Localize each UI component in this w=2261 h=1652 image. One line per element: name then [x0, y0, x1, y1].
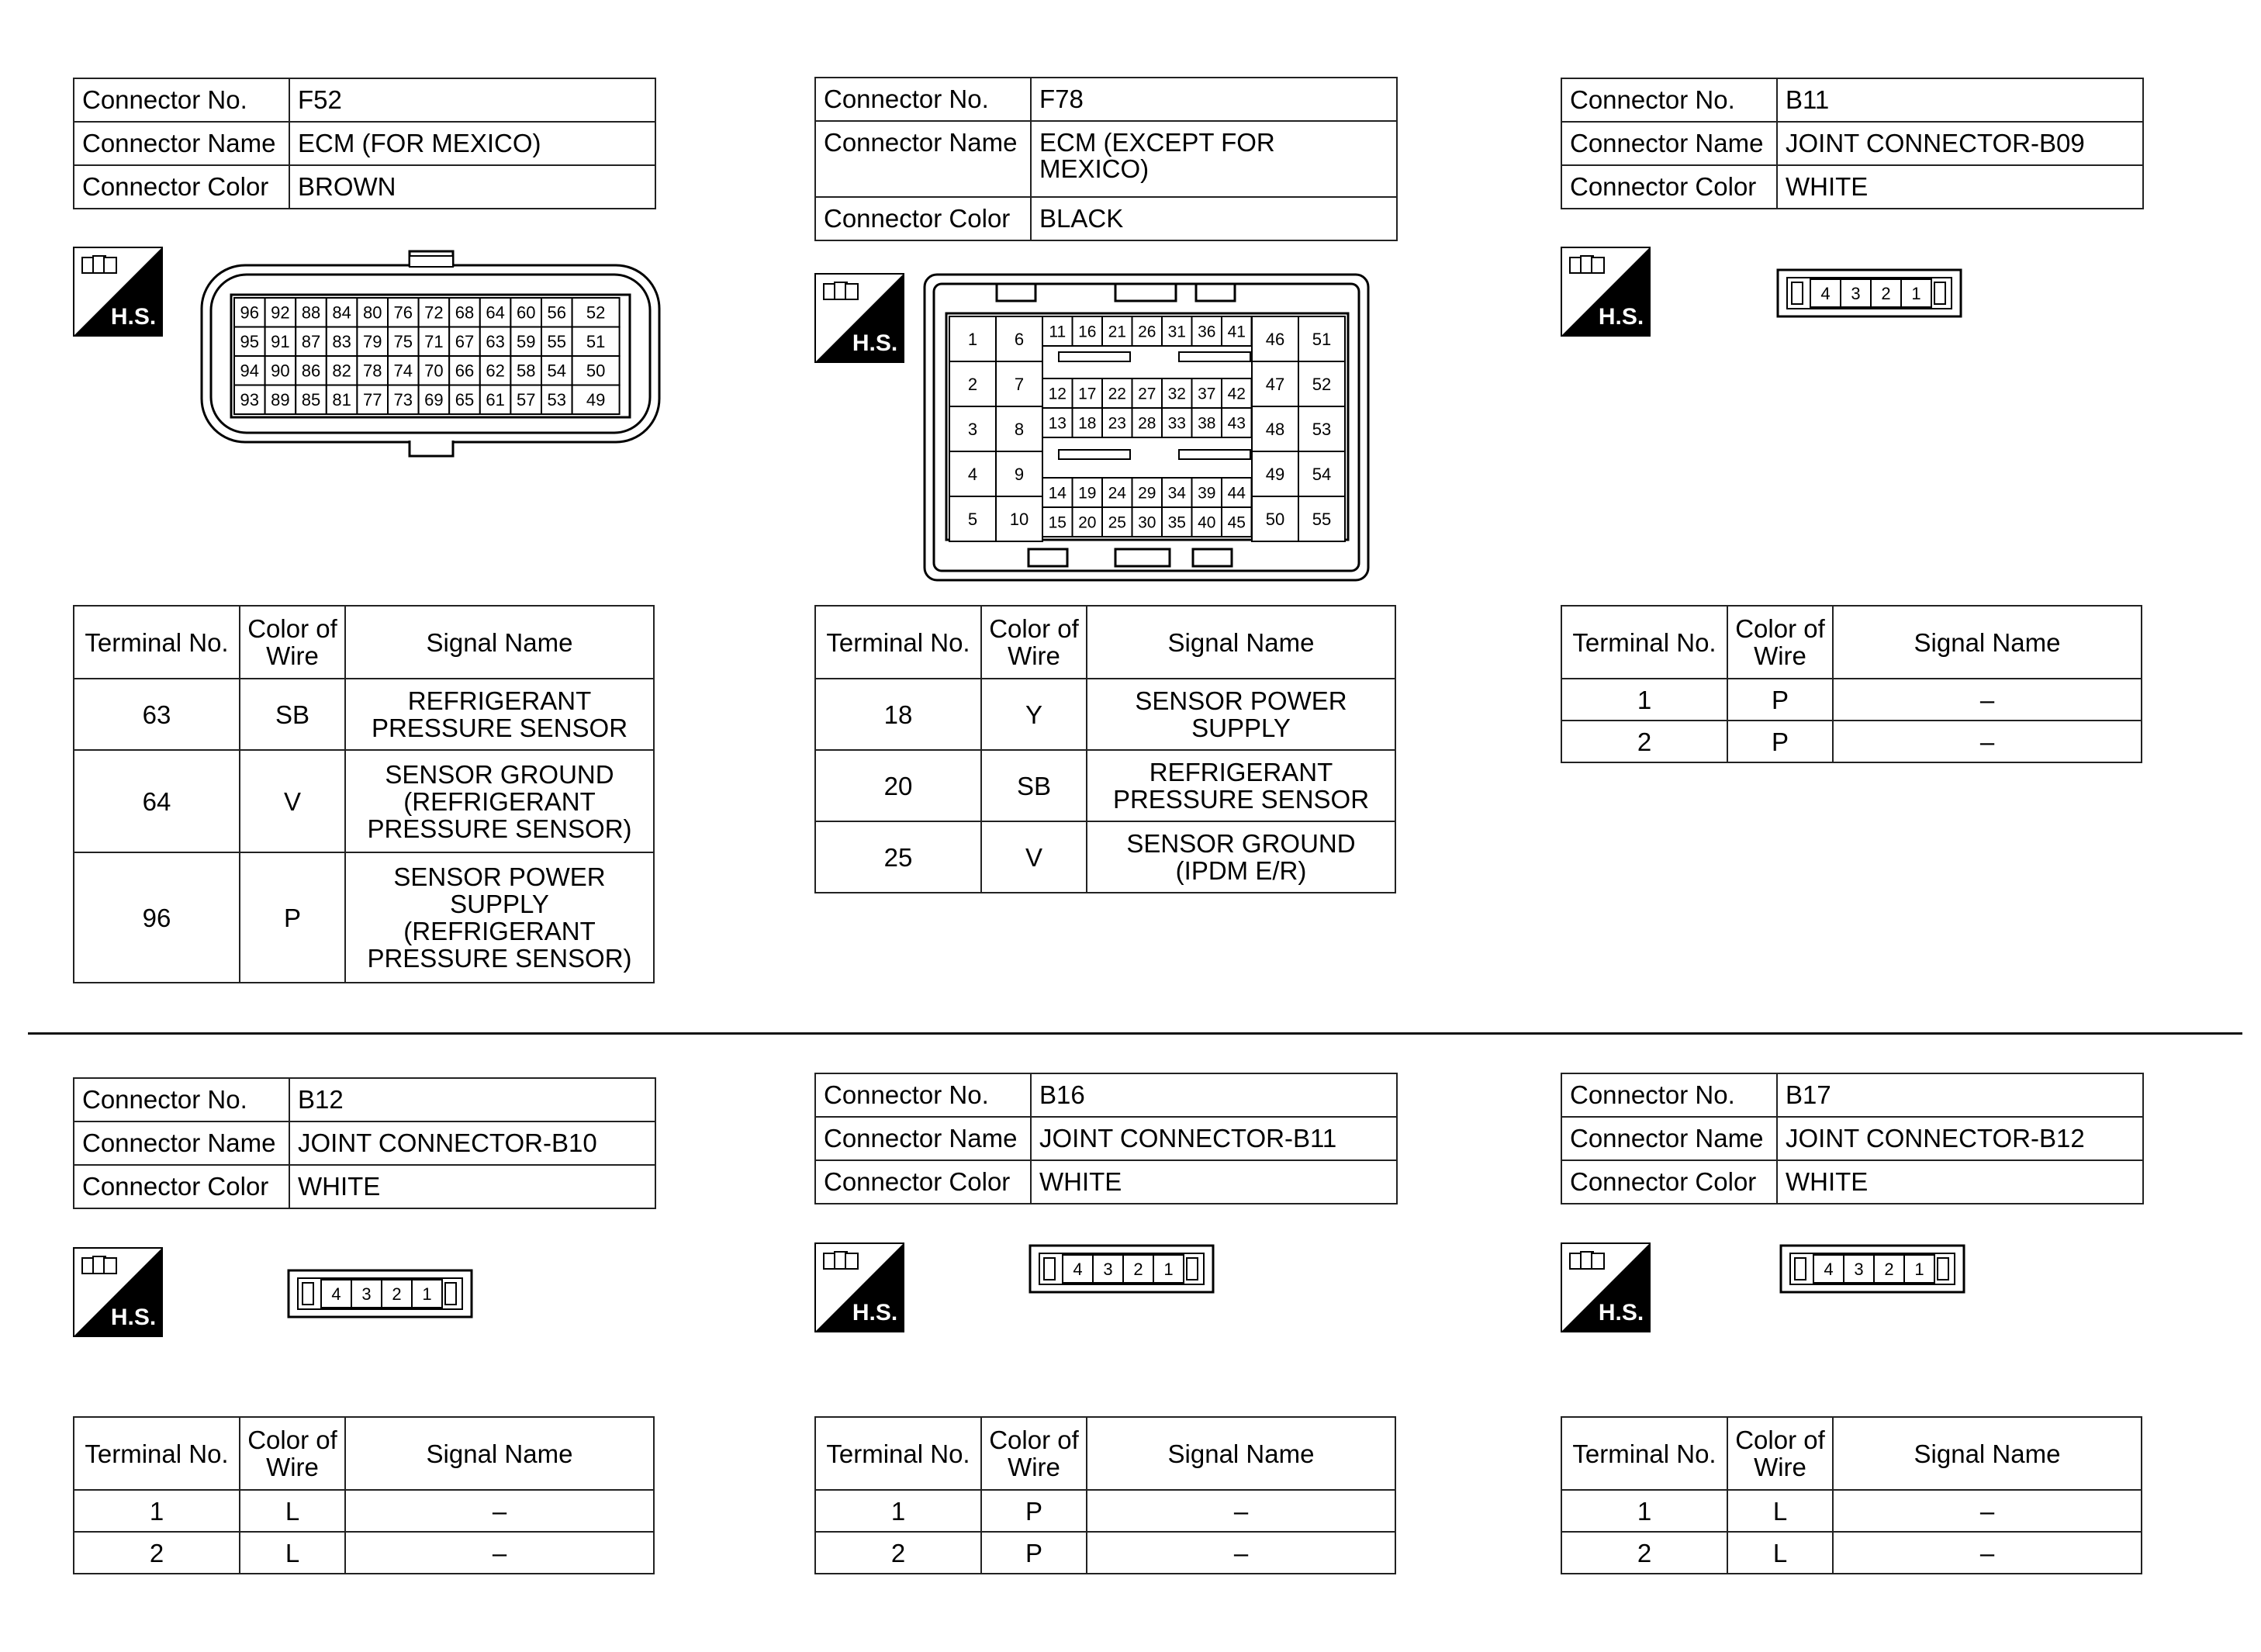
pin-number: 38 — [1198, 414, 1216, 433]
signal-name: – — [1087, 1490, 1395, 1532]
pin-number: 48 — [1265, 419, 1285, 439]
pin-number: 84 — [332, 302, 351, 323]
wire-color: L — [240, 1532, 345, 1574]
pin-number: 42 — [1227, 385, 1246, 403]
pin-number: 54 — [547, 361, 567, 381]
pin-number: 56 — [547, 302, 567, 323]
wire-color: L — [1727, 1490, 1833, 1532]
connector-no-value: B11 — [1777, 78, 2143, 122]
pin-number: 4 — [1824, 1259, 1834, 1279]
table-row — [815, 750, 1395, 821]
connector-no-label: Connector No. — [815, 1073, 1031, 1117]
connector-color-value: WHITE — [1777, 165, 2143, 209]
pin-number: 16 — [1078, 323, 1097, 341]
pin-number: 27 — [1138, 385, 1156, 403]
table-row — [1561, 1490, 2142, 1532]
wire-color: SB — [981, 750, 1087, 821]
pin-number: 61 — [486, 390, 505, 410]
wire-color: L — [240, 1490, 345, 1532]
table-row — [74, 852, 654, 983]
pin-number: 50 — [586, 361, 606, 381]
connector-no-value: F52 — [289, 78, 655, 122]
connector-color-label: Connector Color — [74, 1165, 289, 1208]
pin-number: 70 — [424, 361, 444, 381]
connector-color-value: BLACK — [1031, 197, 1397, 240]
connector-no-value: F78 — [1031, 78, 1397, 121]
connector-info-f78 — [814, 77, 1398, 241]
pin-number: 44 — [1227, 484, 1246, 503]
pin-number: 69 — [424, 390, 444, 410]
table-row — [815, 1532, 1395, 1574]
terminal-no: 1 — [1561, 1490, 1727, 1532]
pin-number: 79 — [362, 332, 382, 352]
pin-number: 82 — [332, 361, 351, 381]
wire-color: P — [1727, 721, 1833, 762]
color-of-wire-header: Color of Wire — [1727, 1417, 1833, 1490]
signal-name: SENSOR POWER SUPPLY — [1087, 679, 1395, 750]
pin-number: 67 — [455, 332, 475, 352]
pin-number: 87 — [301, 332, 321, 352]
pin-number: 88 — [301, 302, 321, 323]
terminal-no: 1 — [1561, 679, 1727, 721]
connector-no-label: Connector No. — [815, 78, 1031, 121]
connector-name-label: Connector Name — [815, 121, 1031, 197]
pin-number: 2 — [967, 374, 978, 394]
connector-color-label: Connector Color — [74, 165, 289, 209]
pin-number: 58 — [516, 361, 536, 381]
color-of-wire-header: Color of Wire — [981, 1417, 1087, 1490]
pin-number: 68 — [455, 302, 475, 323]
connector-color-value: WHITE — [1031, 1160, 1397, 1204]
signal-name: SENSOR GROUND (IPDM E/R) — [1087, 821, 1395, 893]
pin-number: 65 — [455, 390, 475, 410]
connector-color-label: Connector Color — [1561, 165, 1777, 209]
pin-number: 3 — [1103, 1259, 1113, 1279]
color-of-wire-header: Color of Wire — [981, 606, 1087, 679]
pin-number: 19 — [1078, 484, 1097, 503]
signal-name: – — [1833, 1490, 2142, 1532]
terminal-table-f52 — [73, 605, 655, 983]
connector-info-f52 — [73, 78, 656, 209]
pin-number: 52 — [1312, 374, 1332, 394]
latch-slot — [1059, 352, 1130, 361]
pin-number: 29 — [1138, 484, 1156, 503]
pin-number: 1 — [1911, 283, 1921, 303]
hs-label: H.S. — [1598, 1300, 1644, 1325]
pin-number: 2 — [1884, 1259, 1894, 1279]
signal-name-header: Signal Name — [1833, 1417, 2142, 1490]
hs-label: H.S. — [852, 1300, 898, 1325]
signal-name: – — [345, 1490, 654, 1532]
pin-number: 8 — [1014, 419, 1025, 439]
pin-number: 5 — [967, 509, 978, 529]
harness-side-icon — [814, 1242, 904, 1332]
connector-name-value: JOINT CONNECTOR-B12 — [1777, 1117, 2143, 1160]
harness-side-icon — [73, 247, 163, 337]
pin-number: 53 — [547, 390, 567, 410]
table-row — [815, 1490, 1395, 1532]
lock-tab — [445, 1283, 456, 1305]
lock-tab — [1795, 1258, 1806, 1280]
pin-number: 35 — [1167, 513, 1186, 532]
connector-face-b12 — [287, 1269, 473, 1318]
pin-number: 4 — [331, 1284, 341, 1304]
connector-color-label: Connector Color — [815, 197, 1031, 240]
pin-number: 17 — [1078, 385, 1097, 403]
connector-face-f78 — [923, 273, 1370, 582]
pin-number: 76 — [393, 302, 413, 323]
terminal-no-header: Terminal No. — [1561, 606, 1727, 679]
latch-slot — [1179, 450, 1250, 459]
color-of-wire-header: Color of Wire — [240, 606, 345, 679]
connector-face-f52 — [200, 247, 661, 461]
pin-number: 71 — [424, 332, 444, 352]
pin-number: 46 — [1265, 329, 1285, 349]
pin-number: 28 — [1138, 414, 1156, 433]
pin-number: 23 — [1108, 414, 1126, 433]
pin-number: 37 — [1198, 385, 1216, 403]
terminal-no: 1 — [815, 1490, 981, 1532]
pin-number: 60 — [516, 302, 536, 323]
pin-number: 34 — [1167, 484, 1186, 503]
pin-number: 83 — [332, 332, 351, 352]
connector-no-label: Connector No. — [1561, 1073, 1777, 1117]
signal-name-header: Signal Name — [1833, 606, 2142, 679]
pin-number: 1 — [1914, 1259, 1924, 1279]
connector-color-value: WHITE — [1777, 1160, 2143, 1204]
terminal-no: 1 — [74, 1490, 240, 1532]
pin-number: 20 — [1078, 513, 1097, 532]
connector-info-b11 — [1561, 78, 2144, 209]
hs-label: H.S. — [110, 1305, 157, 1330]
connector-name-value: JOINT CONNECTOR-B09 — [1777, 122, 2143, 165]
pin-number: 94 — [240, 361, 260, 381]
connector-color-label: Connector Color — [815, 1160, 1031, 1204]
pin-number: 32 — [1167, 385, 1186, 403]
pin-number: 86 — [301, 361, 321, 381]
latch-slot — [1179, 352, 1250, 361]
terminal-table-f78 — [814, 605, 1396, 893]
pin-number: 26 — [1138, 323, 1156, 341]
terminal-no: 18 — [815, 679, 981, 750]
table-row — [815, 679, 1395, 750]
pin-number: 21 — [1108, 323, 1126, 341]
pin-number: 36 — [1198, 323, 1216, 341]
pin-number: 24 — [1108, 484, 1126, 503]
terminal-no-header: Terminal No. — [74, 606, 240, 679]
pin-grid — [234, 298, 620, 414]
table-row — [1561, 1532, 2142, 1574]
terminal-no-header: Terminal No. — [815, 1417, 981, 1490]
terminal-table-b17 — [1561, 1416, 2142, 1574]
signal-name-header: Signal Name — [1087, 1417, 1395, 1490]
terminal-no-header: Terminal No. — [1561, 1417, 1727, 1490]
connector-name-value: JOINT CONNECTOR-B11 — [1031, 1117, 1397, 1160]
table-row — [815, 821, 1395, 893]
pin-number: 3 — [361, 1284, 372, 1304]
connector-color-value: WHITE — [289, 1165, 655, 1208]
pin-number: 91 — [271, 332, 290, 352]
connector-name-label: Connector Name — [1561, 122, 1777, 165]
pin-number: 96 — [240, 302, 260, 323]
wire-color: V — [240, 750, 345, 852]
pin-number: 6 — [1014, 329, 1025, 349]
wire-color: Y — [981, 679, 1087, 750]
pin-number: 4 — [1820, 283, 1831, 303]
connector-no-value: B12 — [289, 1078, 655, 1121]
terminal-no: 25 — [815, 821, 981, 893]
pin-number: 57 — [516, 390, 536, 410]
connector-face-b11 — [1776, 268, 1962, 318]
section-divider — [28, 1032, 2242, 1035]
terminal-no: 2 — [74, 1532, 240, 1574]
pin-number: 11 — [1049, 323, 1067, 341]
connector-info-b17 — [1561, 1073, 2144, 1204]
hs-label: H.S. — [852, 330, 898, 356]
table-row — [1561, 721, 2142, 762]
connector-name-label: Connector Name — [74, 122, 289, 165]
connector-no-value: B17 — [1777, 1073, 2143, 1117]
color-of-wire-header: Color of Wire — [1727, 606, 1833, 679]
pin-number: 45 — [1227, 513, 1246, 532]
harness-side-icon — [73, 1247, 163, 1337]
wire-color: P — [240, 852, 345, 983]
pin-number: 41 — [1227, 323, 1246, 341]
lock-tab — [303, 1283, 313, 1305]
terminal-table-b11 — [1561, 605, 2142, 763]
pin-number: 50 — [1265, 509, 1285, 529]
pin-number: 4 — [1073, 1259, 1083, 1279]
connector-color-value: BROWN — [289, 165, 655, 209]
pin-number: 2 — [392, 1284, 402, 1304]
connector-name-label: Connector Name — [815, 1117, 1031, 1160]
signal-name: – — [1087, 1532, 1395, 1574]
table-row — [74, 1490, 654, 1532]
terminal-no: 96 — [74, 852, 240, 983]
pin-number: 39 — [1198, 484, 1216, 503]
pin-number: 93 — [240, 390, 260, 410]
terminal-no: 2 — [1561, 721, 1727, 762]
pin-number: 1 — [967, 329, 978, 349]
pin-number: 3 — [1851, 283, 1861, 303]
color-of-wire-header: Color of Wire — [240, 1417, 345, 1490]
pin-number: 7 — [1014, 374, 1025, 394]
signal-name: SENSOR POWER SUPPLY (REFRIGERANT PRESSURE SENSOR) — [345, 852, 654, 983]
pin-number: 64 — [486, 302, 505, 323]
lock-tab — [1187, 1258, 1198, 1280]
terminal-table-b16 — [814, 1416, 1396, 1574]
pin-number: 40 — [1198, 513, 1216, 532]
connector-name-label: Connector Name — [74, 1121, 289, 1165]
lock-tab — [1792, 282, 1803, 304]
pin-number: 10 — [1009, 509, 1029, 529]
pin-number: 51 — [1312, 329, 1332, 349]
pin-number: 49 — [1265, 464, 1285, 484]
pin-number: 62 — [486, 361, 505, 381]
pin-number: 9 — [1014, 464, 1025, 484]
pin-number: 63 — [486, 332, 505, 352]
wire-color: L — [1727, 1532, 1833, 1574]
pin-number: 31 — [1167, 323, 1186, 341]
pin-number: 14 — [1048, 484, 1067, 503]
hs-label: H.S. — [110, 304, 157, 330]
connector-color-label: Connector Color — [1561, 1160, 1777, 1204]
pin-number: 1 — [1163, 1259, 1174, 1279]
terminal-no: 63 — [74, 679, 240, 750]
terminal-no: 2 — [1561, 1532, 1727, 1574]
pin-number: 73 — [393, 390, 413, 410]
hs-label: H.S. — [1598, 304, 1644, 330]
pin-number: 4 — [967, 464, 978, 484]
pin-number: 85 — [301, 390, 321, 410]
lock-tab — [1938, 1258, 1948, 1280]
table-row — [74, 1532, 654, 1574]
pin-number: 22 — [1108, 385, 1126, 403]
wire-color: P — [981, 1490, 1087, 1532]
wire-color: P — [981, 1532, 1087, 1574]
signal-name: – — [1833, 721, 2142, 762]
pin-number: 72 — [424, 302, 444, 323]
wire-color: P — [1727, 679, 1833, 721]
signal-name-header: Signal Name — [345, 606, 654, 679]
table-row — [74, 750, 654, 852]
pin-number: 54 — [1312, 464, 1332, 484]
harness-side-icon — [814, 273, 904, 363]
connector-face-b16 — [1029, 1244, 1215, 1294]
pin-number: 77 — [362, 390, 382, 410]
connector-face-b17 — [1779, 1244, 1965, 1294]
terminal-no: 20 — [815, 750, 981, 821]
pin-number: 33 — [1167, 414, 1186, 433]
connector-name-value: ECM (FOR MEXICO) — [289, 122, 655, 165]
signal-name: SENSOR GROUND (REFRIGERANT PRESSURE SENSOR) — [345, 750, 654, 852]
pin-number: 80 — [362, 302, 382, 323]
pin-number: 3 — [967, 419, 978, 439]
connector-no-value: B16 — [1031, 1073, 1397, 1117]
connector-no-label: Connector No. — [1561, 78, 1777, 122]
pin-number: 53 — [1312, 419, 1332, 439]
pin-number: 25 — [1108, 513, 1126, 532]
pin-number: 66 — [455, 361, 475, 381]
signal-name-header: Signal Name — [1087, 606, 1395, 679]
pin-number: 51 — [586, 332, 606, 352]
terminal-table-b12 — [73, 1416, 655, 1574]
pin-number: 2 — [1133, 1259, 1143, 1279]
pin-number: 47 — [1265, 374, 1285, 394]
pin-number: 2 — [1881, 283, 1891, 303]
pin-number: 52 — [586, 302, 606, 323]
connector-info-b16 — [814, 1073, 1398, 1204]
signal-name: – — [1833, 679, 2142, 721]
connector-info-b12 — [73, 1077, 656, 1209]
lock-tab — [1044, 1258, 1055, 1280]
terminal-no-header: Terminal No. — [74, 1417, 240, 1490]
pin-number: 13 — [1048, 414, 1067, 433]
signal-name: – — [1833, 1532, 2142, 1574]
pin-number: 55 — [547, 332, 567, 352]
lock-tab — [1934, 282, 1945, 304]
connector-name-label: Connector Name — [1561, 1117, 1777, 1160]
latch-slot — [1059, 450, 1130, 459]
pin-number: 74 — [393, 361, 413, 381]
pin-number: 95 — [240, 332, 260, 352]
signal-name: REFRIGERANT PRESSURE SENSOR — [1087, 750, 1395, 821]
pin-number: 78 — [362, 361, 382, 381]
connector-no-label: Connector No. — [74, 1078, 289, 1121]
wire-color: SB — [240, 679, 345, 750]
harness-side-icon — [1561, 1242, 1651, 1332]
pin-number: 3 — [1854, 1259, 1864, 1279]
pin-number: 75 — [393, 332, 413, 352]
pin-number: 1 — [422, 1284, 432, 1304]
connector-name-value: ECM (EXCEPT FOR MEXICO) — [1031, 121, 1397, 197]
table-row — [1561, 679, 2142, 721]
terminal-no-header: Terminal No. — [815, 606, 981, 679]
connector-name-value: JOINT CONNECTOR-B10 — [289, 1121, 655, 1165]
table-row — [74, 679, 654, 750]
harness-side-icon — [1561, 247, 1651, 337]
wire-color: V — [981, 821, 1087, 893]
pin-number: 89 — [271, 390, 290, 410]
terminal-no: 2 — [815, 1532, 981, 1574]
pin-number: 90 — [271, 361, 290, 381]
pin-number: 55 — [1312, 509, 1332, 529]
pin-number: 49 — [586, 390, 606, 410]
pin-number: 30 — [1138, 513, 1156, 532]
signal-name-header: Signal Name — [345, 1417, 654, 1490]
signal-name: – — [345, 1532, 654, 1574]
signal-name: REFRIGERANT PRESSURE SENSOR — [345, 679, 654, 750]
pin-number: 15 — [1048, 513, 1067, 532]
pin-number: 12 — [1048, 385, 1067, 403]
pin-number: 43 — [1227, 414, 1246, 433]
terminal-no: 64 — [74, 750, 240, 852]
pin-number: 18 — [1078, 414, 1097, 433]
pin-number: 59 — [516, 332, 536, 352]
pin-number: 81 — [332, 390, 351, 410]
connector-no-label: Connector No. — [74, 78, 289, 122]
pin-number: 92 — [271, 302, 290, 323]
